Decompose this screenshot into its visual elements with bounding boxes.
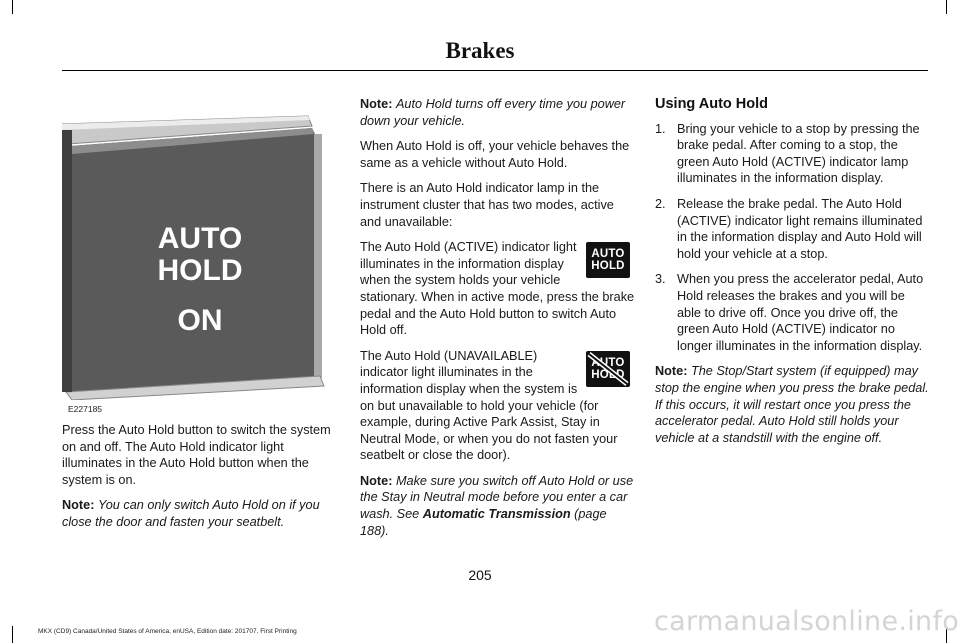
auto-hold-button-illustration	[62, 110, 332, 400]
page-number: 205	[468, 567, 492, 583]
header-divider	[62, 70, 928, 71]
paragraph-text: The Auto Hold (UNAVAILABLE) indicator light illuminates in the information display when the system is on but unavailable to hold your vehicle (for example, during Active Park Assist, Stay in Neutral Mode, or when you do not fasten your seatbelt or close the door).	[360, 348, 618, 463]
paragraph: Press the Auto Hold button to switch the system on and off. The Auto Hold indicator light illuminates in the Auto Hold button when the system is on.	[62, 423, 331, 487]
note-label: Note:	[360, 473, 393, 488]
page-title: Brakes	[445, 38, 515, 63]
column-1	[62, 422, 338, 540]
unavailable-indicator-paragraph	[360, 348, 636, 464]
column-2	[360, 96, 636, 548]
strike-through-icon	[586, 351, 630, 387]
crop-mark	[12, 626, 13, 643]
note	[62, 497, 338, 530]
note-text: Auto Hold turns off every time you power down your vehicle.	[360, 97, 626, 128]
step-text: When you press the accelerator pedal, Auto Hold releases the brakes and you will be able to drive off. Once you drive off, the green Auto Hold (ACTIVE) indicator no longer illuminates in the information display.	[677, 272, 924, 353]
note-text: The Stop/Start system (if equipped) may stop the engine when you press the brake pedal. If this occurs, it will restart once you press the accelerator pedal. Auto Hold still holds your vehicle at a standstill with the engine off.	[655, 364, 929, 445]
edition-footer: MKX (CD9) Canada/United States of America, enUSA, Edition date: 201707, First Printing	[38, 628, 297, 635]
step-number: 3.	[655, 272, 666, 287]
icon-line1: AUTO	[591, 248, 625, 261]
note-text: You can only switch Auto Hold on if you close the door and fasten your seatbelt.	[62, 498, 320, 529]
note-text: Make sure you switch off Auto Hold or use the Stay in Neutral mode before you enter a car wash. See	[360, 473, 634, 522]
step-text: Release the brake pedal. The Auto Hold (ACTIVE) indicator light remains illuminated in the information display and Auto Hold will hold your vehicle at a stop.	[677, 196, 923, 261]
crop-mark	[12, 0, 13, 14]
figure-text-line3: ON	[177, 304, 223, 337]
step-text: Bring your vehicle to a stop by pressing the brake pedal. After coming to a stop, the green Auto Hold (ACTIVE) indicator lamp illuminates in the information display.	[677, 121, 920, 186]
cross-reference-link[interactable]: Automatic Transmission	[422, 507, 571, 522]
auto-hold-button-figure	[62, 110, 332, 400]
list-item	[655, 121, 931, 187]
figure-id: E227185	[68, 404, 103, 414]
step-number: 2.	[655, 196, 666, 211]
active-indicator-paragraph	[360, 239, 636, 339]
section-heading: Using Auto Hold	[655, 96, 769, 112]
icon-line2: HOLD	[591, 260, 625, 273]
note-label: Note:	[360, 97, 393, 111]
paragraph: When Auto Hold is off, your vehicle behaves the same as a vehicle without Auto Hold.	[360, 139, 630, 170]
icon-line2: HOLD	[591, 368, 625, 381]
figure-text-line1: AUTO	[157, 222, 243, 255]
step-number: 1.	[655, 121, 666, 136]
figure-text-line2: HOLD	[157, 254, 243, 287]
steps-list	[655, 121, 931, 355]
paragraph-text: The Auto Hold (ACTIVE) indicator light illuminates in the information display when the system holds your vehicle stationary. When in active mode, press the brake pedal and the Auto Hold button to switch Auto Hold off.	[360, 240, 635, 338]
note	[360, 473, 636, 539]
icon-line1: AUTO	[591, 356, 625, 369]
list-item	[655, 196, 931, 262]
note	[655, 363, 931, 446]
crop-mark	[946, 0, 947, 14]
column-3	[655, 96, 931, 455]
paragraph: There is an Auto Hold indicator lamp in the instrument cluster that has two modes, active and unavailable:	[360, 181, 614, 229]
list-item	[655, 271, 931, 354]
auto-hold-unavailable-icon	[586, 351, 630, 387]
note	[360, 96, 636, 129]
auto-hold-active-icon	[586, 242, 630, 278]
page-reference: (page 188).	[360, 507, 607, 538]
watermark: carmanualsonline.info	[654, 606, 960, 637]
note-label: Note:	[655, 364, 688, 379]
note-label: Note:	[62, 498, 95, 513]
